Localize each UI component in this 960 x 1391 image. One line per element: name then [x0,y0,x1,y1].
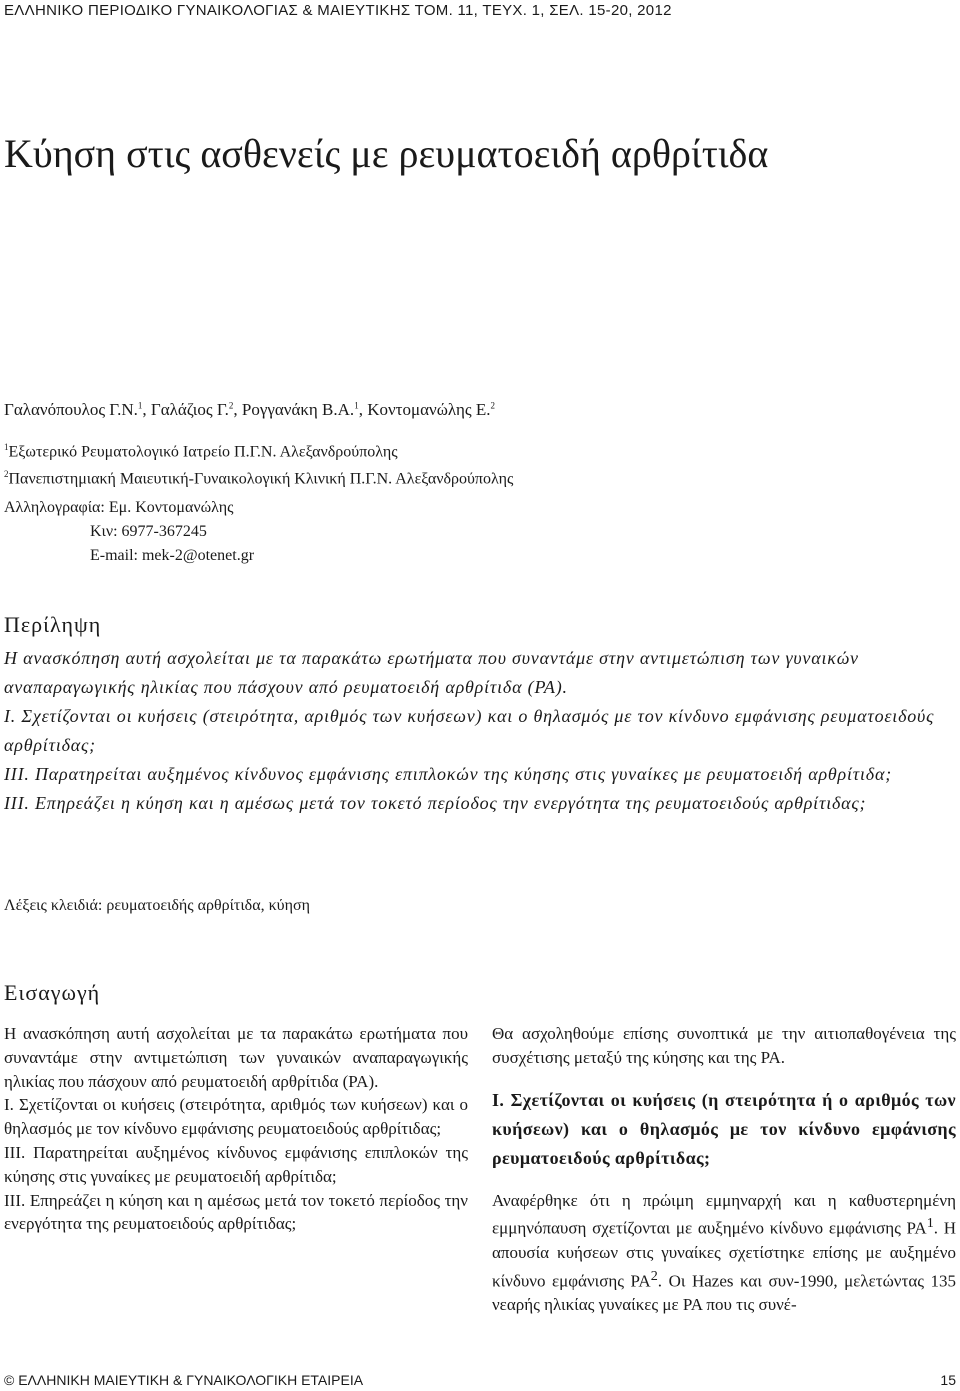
correspondence [4,496,254,568]
abstract-body [4,644,958,818]
intro-paragraph [492,1189,956,1317]
footer-society: © ΕΛΛΗΝΙΚΗ ΜΑΙΕΥΤΙΚΗ & ΓΥΝΑΙΚΟΛΟΓΙΚΗ ΕΤΑΙΡΕΙΑ [4,1372,364,1388]
intro-left-column [4,1022,468,1236]
reference-marker: 2 [650,1267,658,1284]
affiliation-text: Πανεπιστημιακή Μαιευτική-Γυναικολογική Κλινική Π.Γ.Ν. Αλεξανδρούπολης [8,470,514,488]
correspondence-label: Αλληλογραφία: [4,499,105,516]
affiliation-marker: 1 [4,442,9,452]
abstract-paragraph: Η ανασκόπηση αυτή ασχολείται με τα παρακάτω ερωτήματα που συναντάμε στην αντιμετώπιση των γυναικών αναπαραγωγικής ηλικίας που πάσχουν από ρευματοειδή αρθρίτιδα (ΡΑ). [4,648,859,697]
abstract-paragraph: ΙΙΙ. Παρατηρείται αυξημένος κίνδυνος εμφάνισης επιπλοκών της κύησης στις γυναίκες με ρευματοειδή αρθρίτιδα; [4,764,893,784]
author-name: Γαλανόπουλος Γ.Ν. [4,400,138,419]
affiliations [4,436,513,491]
intro-paragraph: ΙΙΙ. Παρατηρείται αυξημένος κίνδυνος εμφάνισης επιπλοκών της κύησης στις γυναίκες με ρευματοειδή αρθρίτιδα; [4,1142,468,1186]
correspondence-phone: Κιν: 6977-367245 [90,523,207,540]
page-footer [4,1372,956,1388]
author-affiliation-marker: 1 [137,400,143,411]
author-separator: , [358,400,368,419]
author-name: Ρογγανάκη Β.Α. [241,400,355,419]
author-separator: , [233,400,242,419]
author-affiliation-marker: 2 [490,400,495,411]
paragraph-text: . Η απουσία κυήσεων στις γυναίκες σχετίστηκε επίσης με αυξημένο κίνδυνο εμφάνισης ΡΑ [492,1219,956,1291]
author-affiliation-marker: 2 [228,400,234,411]
article-title: Κύηση στις ασθενείς με ρευματοειδή αρθρίτιδα [4,131,769,176]
paragraph-text: Αναφέρθηκε ότι η πρώιμη εμμηναρχή και η καθυστερημένη εμμηνόπαυση σχετίζονται με αυξημένο κίνδυνο εμφάνισης ΡΑ [492,1190,956,1239]
reference-marker: 1 [926,1215,934,1232]
abstract-paragraph: ΙΙΙ. Επηρεάζει η κύηση και η αμέσως μετά τον τοκετό περίοδος την ενεργότητα της ρευματοειδούς αρθρίτιδας; [4,793,867,813]
intro-paragraph: Θα ασχοληθούμε επίσης συνοπτικά με την αιτιοπαθογένεια της συσχέτισης μεταξύ της κύησης και της ΡΑ. [492,1024,956,1067]
section-subheading: Ι. Σχετίζονται οι κυήσεις (η στειρότητα ή ο αριθμός των κυήσεων) και ο θηλασμός με τον κίνδυνο εμφάνισης ρευματοειδούς αρθρίτιδας; [492,1089,956,1168]
keywords: Λέξεις κλειδιά: ρευματοειδής αρθρίτιδα, κύηση [4,897,310,914]
correspondence-name: Εμ. Κοντομανώλης [108,499,234,516]
intro-paragraph: Ι. Σχετίζονται οι κυήσεις (στειρότητα, αριθμός των κυήσεων) και ο θηλασμός με τον κίνδυνο εμφάνισης ρευματοειδούς αρθρίτιδας; [4,1095,468,1139]
author-name: Γαλάζιος Γ. [150,400,229,419]
intro-heading: Εισαγωγή [4,980,101,1005]
author-separator: , [142,400,151,419]
intro-paragraph: ΙΙΙ. Επηρεάζει η κύηση και η αμέσως μετά τον τοκετό περίοδος την ενεργότητα της ρευματοειδούς αρθρίτιδας; [4,1190,468,1234]
page-number: 15 [940,1372,956,1388]
author-affiliation-marker: 1 [354,400,359,411]
journal-header: ΕΛΛΗΝΙΚΟ ΠΕΡΙΟΔΙΚΟ ΓΥΝΑΙΚΟΛΟΓΙΑΣ & ΜΑΙΕΥΤΙΚΗΣ ΤΟΜ. 11, ΤΕΥΧ. 1, ΣΕΛ. 15-20, 2012 [4,2,672,19]
abstract-heading: Περίληψη [4,612,102,637]
intro-paragraph: Η ανασκόπηση αυτή ασχολείται με τα παρακάτω ερωτήματα που συναντάμε στην αντιμετώπιση των γυναικών αναπαραγωγικής ηλικίας που πάσχουν από ρευματοειδή αρθρίτιδα (ΡΑ). [4,1024,468,1091]
affiliation-line [4,436,513,463]
abstract-paragraph: Ι. Σχετίζονται οι κυήσεις (στειρότητα, αριθμός των κυήσεων) και ο θηλασμός με τον κίνδυνο εμφάνισης ρευματοειδούς αρθρίτιδας; [4,706,935,755]
paragraph-text: . Οι Hazes και συν-1990, μελετώντας 135 νεαρής ηλικίας γυναίκες με ΡΑ που τις συνέ- [492,1271,956,1315]
correspondence-email: E-mail: mek-2@otenet.gr [90,547,255,564]
intro-right-column [492,1022,956,1317]
affiliation-text: Εξωτερικό Ρευματολογικό Ιατρείο Π.Γ.Ν. Αλεξανδρούπολης [8,443,398,461]
affiliation-line [4,463,513,490]
author-name: Κοντομανώλης Ε. [367,400,491,419]
author-list [4,400,495,420]
affiliation-marker: 2 [4,469,9,480]
